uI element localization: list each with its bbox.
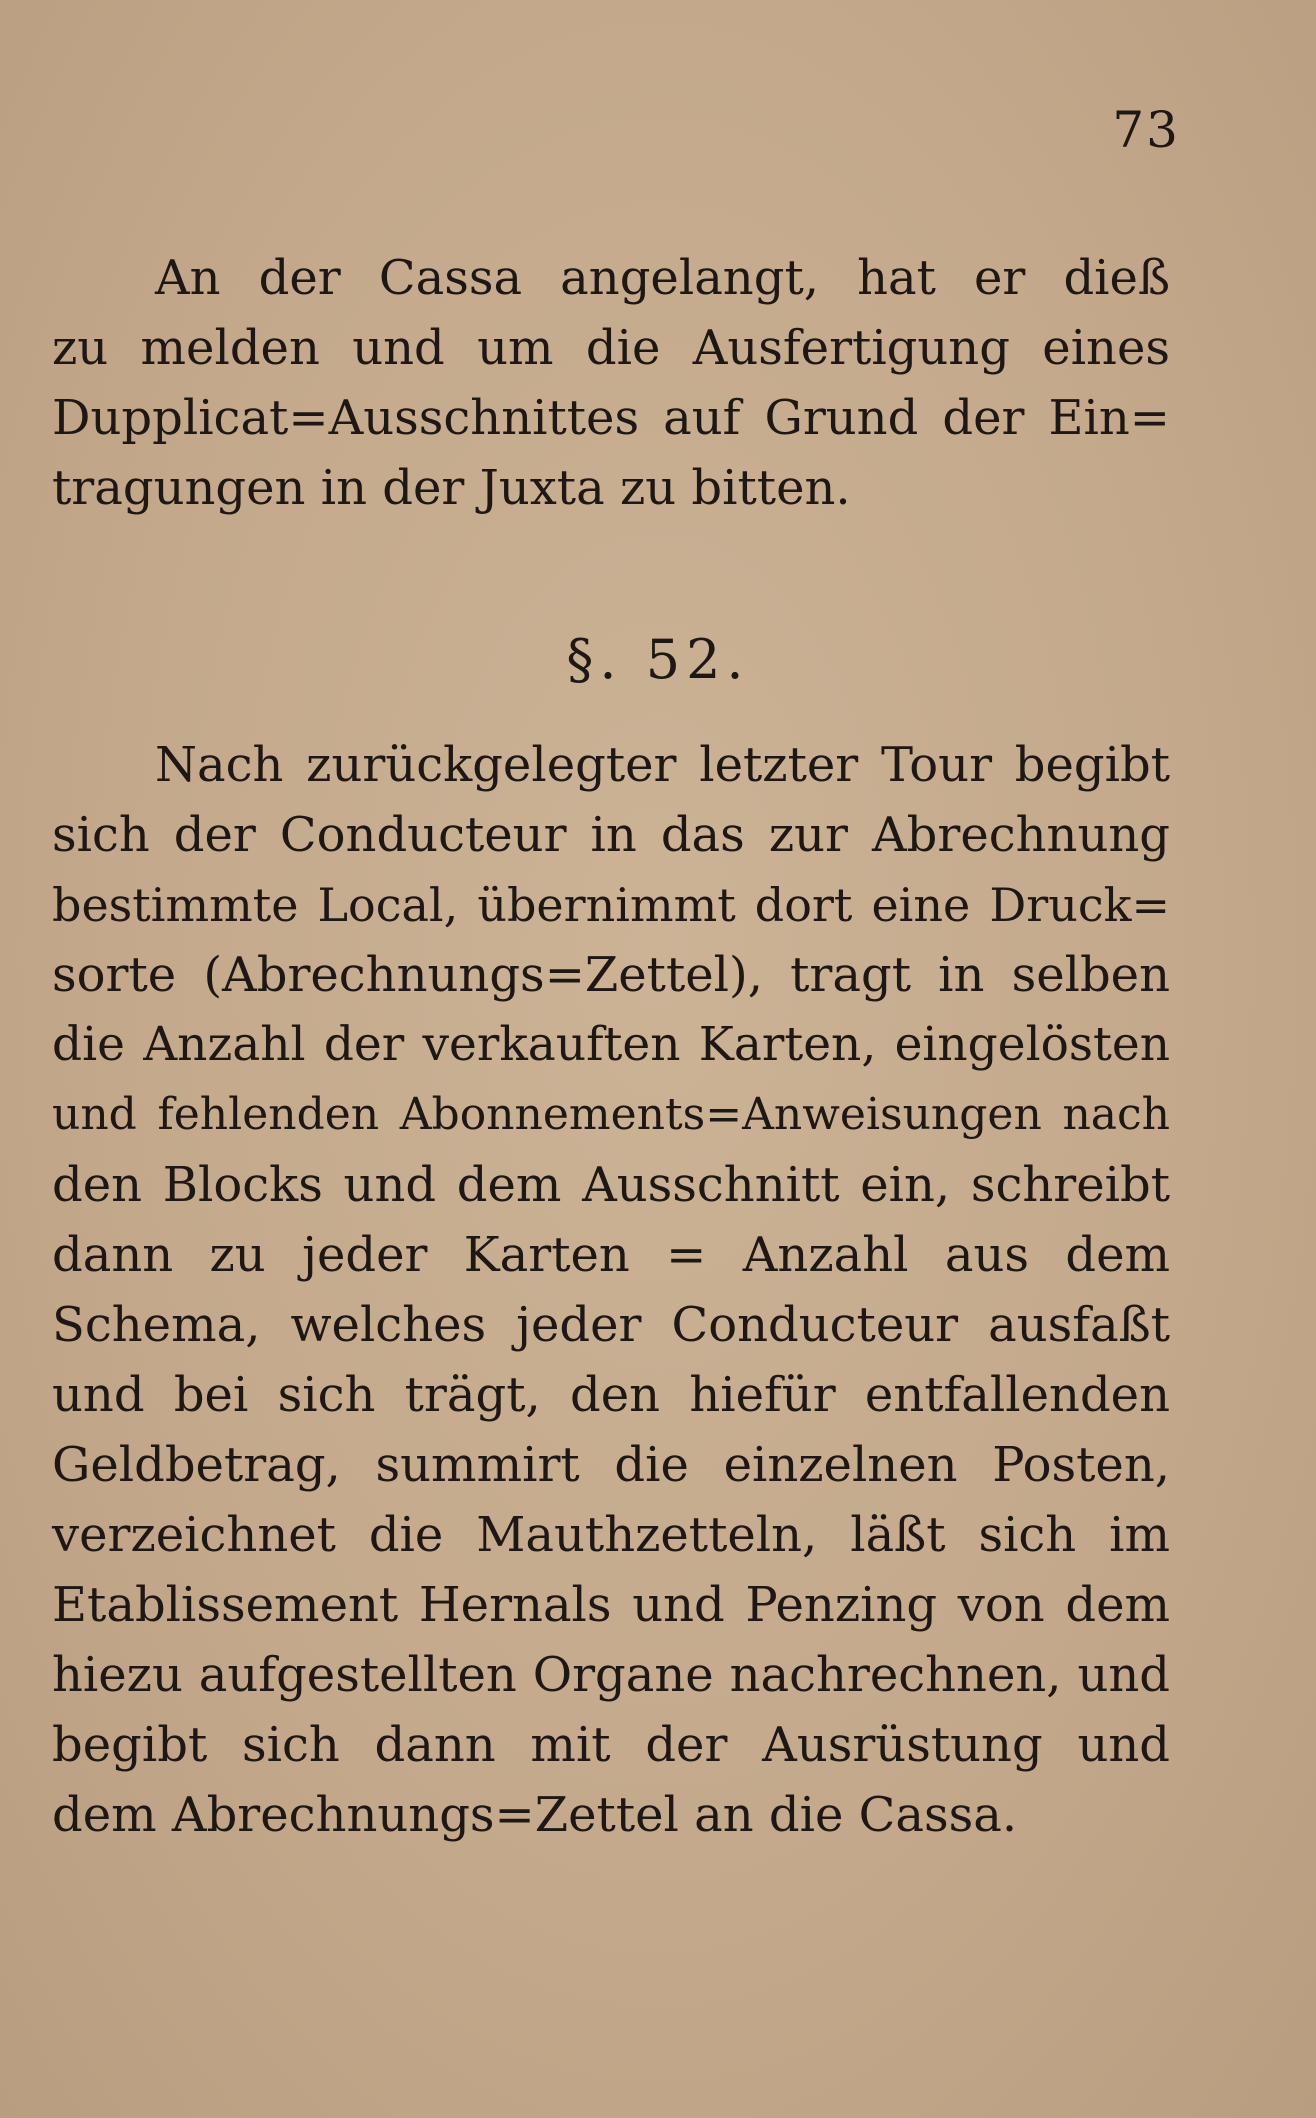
text-line: dem Abrechnungs=Zettel an die Cassa. [52, 1787, 1018, 1843]
text-line: und fehlenden Abonnements=Anweisungen nach [52, 1089, 1170, 1140]
text-line: An der Cassa angelangt, hat er dieß [155, 250, 1170, 306]
text-line: Etablissement Hernals und Penzing von dem [52, 1577, 1170, 1633]
text-line: zu melden und um die Ausfertigung eines [52, 320, 1170, 376]
section-heading: §. 52. [566, 628, 750, 691]
text-line: verzeichnet die Mauthzetteln, läßt sich im [52, 1507, 1170, 1563]
text-line: und bei sich trägt, den hiefür entfallenden [52, 1367, 1170, 1423]
text-line: sich der Conducteur in das zur Abrechnung [52, 807, 1170, 863]
text-line: sorte (Abrechnungs=Zettel), tragt in selben [52, 947, 1170, 1003]
text-line: den Blocks und dem Ausschnitt ein, schreibt [52, 1157, 1170, 1213]
text-line: die Anzahl der verkauften Karten, eingelösten [52, 1017, 1170, 1072]
text-line: Geldbetrag, summirt die einzelnen Posten, [52, 1437, 1170, 1493]
page-number: 73 [1112, 101, 1180, 159]
text-line: hiezu aufgestellten Organe nachrechnen, und [52, 1647, 1170, 1703]
text-line: Dupplicat=Ausschnittes auf Grund der Ein= [52, 390, 1170, 446]
text-line: Schema, welches jeder Conducteur ausfaßt [52, 1297, 1170, 1353]
text-line: Nach zurückgelegter letzter Tour begibt [155, 737, 1170, 793]
text-line: begibt sich dann mit der Ausrüstung und [52, 1717, 1170, 1773]
text-line: bestimmte Local, übernimmt dort eine Druck= [52, 878, 1170, 932]
text-line: dann zu jeder Karten = Anzahl aus dem [52, 1227, 1170, 1283]
text-line: tragungen in der Juxta zu bitten. [52, 460, 851, 516]
